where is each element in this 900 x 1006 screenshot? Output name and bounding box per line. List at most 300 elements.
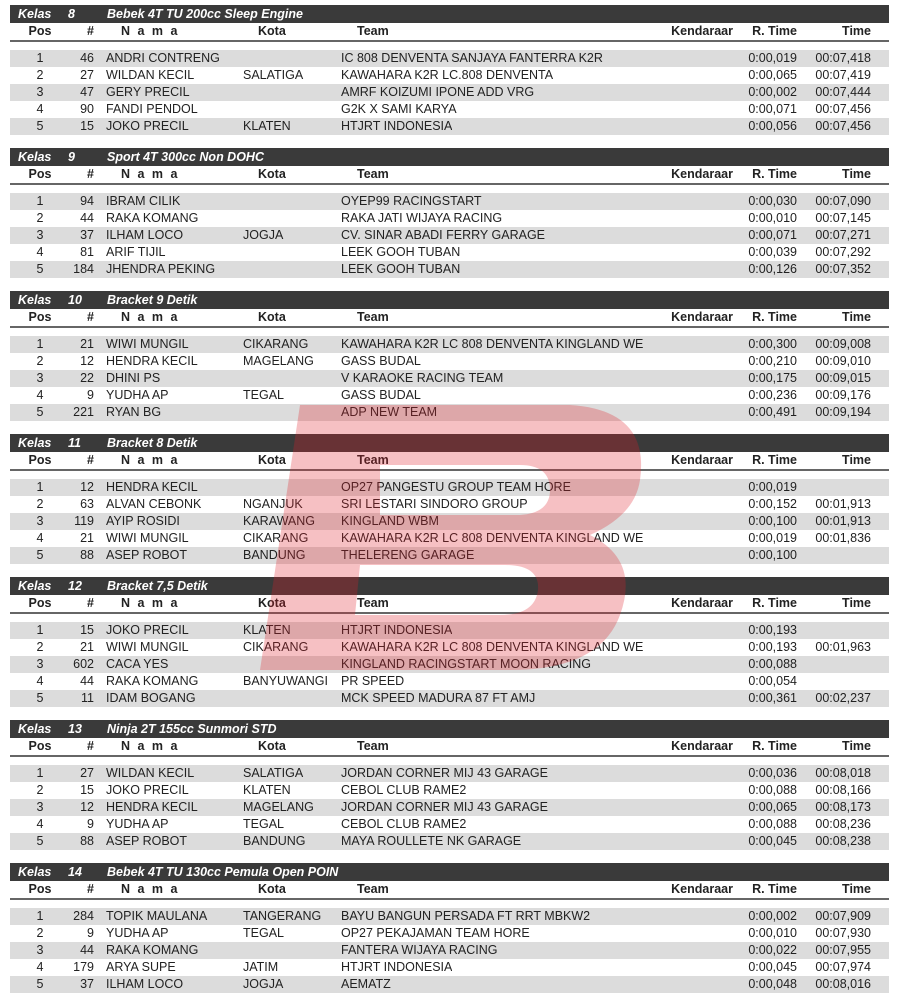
cell-pos: 3 <box>36 85 44 99</box>
table-row <box>10 765 889 782</box>
cell-pos: 4 <box>36 388 44 402</box>
cell-nama: ANDRI CONTRENG <box>106 51 220 65</box>
cell-nama: ARYA SUPE <box>106 960 176 974</box>
header-kota: Kota <box>258 882 286 896</box>
cell-pos: 2 <box>36 640 44 654</box>
header-time: Time <box>842 167 871 181</box>
cell-time: 00:08,016 <box>815 977 871 991</box>
cell-kota: JOGJA <box>243 228 284 242</box>
table-row <box>10 513 889 530</box>
header-num: # <box>87 310 94 324</box>
kelas-title-bar <box>10 5 889 23</box>
cell-time: 00:07,145 <box>815 211 871 225</box>
cell-kota: SALATIGA <box>243 68 304 82</box>
cell-rtime: 0:00,019 <box>748 51 797 65</box>
header-team: Team <box>357 310 389 324</box>
cell-pos: 3 <box>36 228 44 242</box>
cell-nama: HENDRA KECIL <box>106 480 198 494</box>
cell-nama: WIWI MUNGIL <box>106 640 189 654</box>
cell-num: 15 <box>80 623 94 637</box>
kelas-title: Bracket 9 Detik <box>107 293 198 307</box>
cell-team: G2K X SAMI KARYA <box>341 102 457 116</box>
cell-rtime: 0:00,048 <box>748 977 797 991</box>
header-time: Time <box>842 310 871 324</box>
cell-team: V KARAOKE RACING TEAM <box>341 371 504 385</box>
cell-team: JORDAN CORNER MIJ 43 GARAGE <box>341 800 548 814</box>
cell-kota: BANDUNG <box>243 834 306 848</box>
cell-pos: 3 <box>36 514 44 528</box>
table-row <box>10 118 889 135</box>
cell-time: 00:07,292 <box>815 245 871 259</box>
cell-rtime: 0:00,210 <box>748 354 797 368</box>
cell-team: GASS BUDAL <box>341 388 421 402</box>
cell-team: HTJRT INDONESIA <box>341 119 453 133</box>
cell-pos: 5 <box>36 405 44 419</box>
header-time: Time <box>842 453 871 467</box>
table-row <box>10 261 889 278</box>
table-row <box>10 799 889 816</box>
cell-time: 00:07,419 <box>815 68 871 82</box>
cell-nama: GERY PRECIL <box>106 85 190 99</box>
kelas-label: Kelas <box>18 7 52 21</box>
cell-pos: 4 <box>36 102 44 116</box>
header-kota: Kota <box>258 453 286 467</box>
cell-nama: RYAN BG <box>106 405 162 419</box>
table-row <box>10 353 889 370</box>
kelas-title: Bebek 4T TU 130cc Pemula Open POIN <box>107 865 339 879</box>
cell-time: 00:07,444 <box>815 85 871 99</box>
header-num: # <box>87 596 94 610</box>
cell-pos: 5 <box>36 262 44 276</box>
kelas-section <box>10 863 889 1006</box>
cell-time: 00:01,836 <box>815 531 871 545</box>
cell-rtime: 0:00,071 <box>748 102 797 116</box>
cell-num: 184 <box>73 262 94 276</box>
cell-rtime: 0:00,010 <box>748 211 797 225</box>
cell-pos: 1 <box>36 337 44 351</box>
cell-num: 21 <box>80 640 94 654</box>
cell-time: 00:08,173 <box>815 800 871 814</box>
cell-kota: CIKARANG <box>243 640 309 654</box>
cell-kota: KLATEN <box>243 623 291 637</box>
cell-num: 63 <box>80 497 94 511</box>
cell-kota: MAGELANG <box>243 800 314 814</box>
cell-num: 90 <box>80 102 94 116</box>
cell-team: CV. SINAR ABADI FERRY GARAGE <box>341 228 546 242</box>
results-table <box>10 765 889 850</box>
cell-time: 00:07,974 <box>815 960 871 974</box>
cell-num: 27 <box>80 766 94 780</box>
kelas-number: 10 <box>68 293 82 307</box>
cell-kota: KARAWANG <box>243 514 315 528</box>
header-time: Time <box>842 596 871 610</box>
header-kendaraan: Kendaraar <box>671 24 733 38</box>
table-row <box>10 833 889 850</box>
table-row <box>10 244 889 261</box>
table-row <box>10 387 889 404</box>
header-num: # <box>87 24 94 38</box>
cell-pos: 2 <box>36 68 44 82</box>
cell-rtime: 0:00,175 <box>748 371 797 385</box>
header-kota: Kota <box>258 24 286 38</box>
cell-nama: JHENDRA PEKING <box>106 262 216 276</box>
cell-team: LEEK GOOH TUBAN <box>341 262 461 276</box>
table-row <box>10 908 889 925</box>
cell-num: 15 <box>80 783 94 797</box>
cell-num: 44 <box>80 674 94 688</box>
cell-team: CEBOL CLUB RAME2 <box>341 817 467 831</box>
cell-pos: 5 <box>36 119 44 133</box>
results-table <box>10 479 889 564</box>
header-kendaraan: Kendaraar <box>671 310 733 324</box>
column-header-row <box>10 23 889 42</box>
table-row <box>10 101 889 118</box>
cell-time: 00:07,955 <box>815 943 871 957</box>
cell-pos: 3 <box>36 657 44 671</box>
cell-time: 00:08,236 <box>815 817 871 831</box>
cell-team: KAWAHARA K2R LC.808 DENVENTA <box>341 68 554 82</box>
cell-nama: WILDAN KECIL <box>106 766 195 780</box>
results-table <box>10 50 889 135</box>
cell-pos: 1 <box>36 51 44 65</box>
cell-rtime: 0:00,039 <box>748 245 797 259</box>
cell-rtime: 0:00,030 <box>748 194 797 208</box>
cell-team: RAKA JATI WIJAYA RACING <box>341 211 503 225</box>
header-time: Time <box>842 882 871 896</box>
cell-team: MAYA ROULLETE NK GARAGE <box>341 834 522 848</box>
kelas-section <box>10 5 889 148</box>
cell-pos: 2 <box>36 211 44 225</box>
cell-time: 00:07,090 <box>815 194 871 208</box>
cell-nama: DHINI PS <box>106 371 161 385</box>
table-row <box>10 227 889 244</box>
cell-rtime: 0:00,036 <box>748 766 797 780</box>
cell-num: 47 <box>80 85 94 99</box>
cell-rtime: 0:00,491 <box>748 405 797 419</box>
kelas-title-bar <box>10 434 889 452</box>
cell-kota: MAGELANG <box>243 354 314 368</box>
table-row <box>10 479 889 496</box>
kelas-section <box>10 577 889 720</box>
table-row <box>10 193 889 210</box>
cell-pos: 1 <box>36 623 44 637</box>
column-header-row <box>10 309 889 328</box>
kelas-title-bar <box>10 148 889 166</box>
cell-num: 21 <box>80 531 94 545</box>
cell-rtime: 0:00,002 <box>748 85 797 99</box>
cell-pos: 1 <box>36 909 44 923</box>
table-row <box>10 50 889 67</box>
cell-team: KINGLAND WBM <box>341 514 439 528</box>
cell-nama: RAKA KOMANG <box>106 674 199 688</box>
cell-nama: RAKA KOMANG <box>106 943 199 957</box>
cell-rtime: 0:00,100 <box>748 514 797 528</box>
column-header-row <box>10 166 889 185</box>
cell-nama: ILHAM LOCO <box>106 977 184 991</box>
cell-nama: WIWI MUNGIL <box>106 337 189 351</box>
cell-kota: TANGERANG <box>243 909 322 923</box>
cell-rtime: 0:00,019 <box>748 480 797 494</box>
cell-pos: 4 <box>36 531 44 545</box>
cell-rtime: 0:00,088 <box>748 783 797 797</box>
cell-rtime: 0:00,065 <box>748 800 797 814</box>
kelas-title-bar <box>10 291 889 309</box>
kelas-number: 13 <box>68 722 82 736</box>
table-row <box>10 67 889 84</box>
table-row <box>10 336 889 353</box>
table-row <box>10 976 889 993</box>
kelas-title: Bracket 7,5 Detik <box>107 579 208 593</box>
header-rtime: R. Time <box>752 167 797 181</box>
column-header-row <box>10 452 889 471</box>
table-row <box>10 656 889 673</box>
header-pos: Pos <box>28 167 52 181</box>
cell-time: 00:07,930 <box>815 926 871 940</box>
cell-kota: JATIM <box>243 960 279 974</box>
cell-rtime: 0:00,022 <box>748 943 797 957</box>
cell-team: KAWAHARA K2R LC 808 DENVENTA KINGLAND WE <box>341 531 644 545</box>
cell-rtime: 0:00,088 <box>748 657 797 671</box>
header-kendaraan: Kendaraar <box>671 739 733 753</box>
cell-rtime: 0:00,065 <box>748 68 797 82</box>
kelas-section <box>10 291 889 434</box>
cell-pos: 4 <box>36 960 44 974</box>
header-team: Team <box>357 453 389 467</box>
table-row <box>10 622 889 639</box>
cell-rtime: 0:00,071 <box>748 228 797 242</box>
cell-kota: TEGAL <box>243 388 284 402</box>
cell-pos: 2 <box>36 926 44 940</box>
cell-num: 37 <box>80 228 94 242</box>
column-header-row <box>10 595 889 614</box>
cell-team: BAYU BANGUN PERSADA FT RRT MBKW2 <box>341 909 591 923</box>
cell-rtime: 0:00,054 <box>748 674 797 688</box>
header-team: Team <box>357 24 389 38</box>
cell-nama: ASEP ROBOT <box>106 834 188 848</box>
cell-num: 37 <box>80 977 94 991</box>
cell-pos: 5 <box>36 691 44 705</box>
header-num: # <box>87 453 94 467</box>
cell-num: 44 <box>80 943 94 957</box>
cell-nama: CACA YES <box>106 657 169 671</box>
cell-team: OYEP99 RACINGSTART <box>341 194 482 208</box>
kelas-number: 11 <box>68 436 81 450</box>
cell-rtime: 0:00,019 <box>748 531 797 545</box>
table-row <box>10 782 889 799</box>
cell-rtime: 0:00,236 <box>748 388 797 402</box>
cell-time: 00:07,456 <box>815 102 871 116</box>
cell-team: OP27 PEKAJAMAN TEAM HORE <box>341 926 530 940</box>
cell-team: HTJRT INDONESIA <box>341 960 453 974</box>
cell-kota: BANDUNG <box>243 548 306 562</box>
cell-pos: 2 <box>36 354 44 368</box>
cell-team: ADP NEW TEAM <box>341 405 438 419</box>
results-table <box>10 908 889 993</box>
cell-kota: CIKARANG <box>243 531 309 545</box>
kelas-label: Kelas <box>18 722 52 736</box>
cell-time: 00:01,913 <box>815 497 871 511</box>
cell-rtime: 0:00,045 <box>748 960 797 974</box>
cell-nama: JOKO PRECIL <box>106 119 189 133</box>
kelas-label: Kelas <box>18 436 52 450</box>
cell-nama: WIWI MUNGIL <box>106 531 189 545</box>
header-team: Team <box>357 167 389 181</box>
cell-nama: TOPIK MAULANA <box>106 909 208 923</box>
cell-num: 602 <box>73 657 94 671</box>
header-kota: Kota <box>258 310 286 324</box>
table-row <box>10 942 889 959</box>
kelas-title: Sport 4T 300cc Non DOHC <box>107 150 264 164</box>
table-row <box>10 925 889 942</box>
table-row <box>10 496 889 513</box>
cell-pos: 3 <box>36 800 44 814</box>
cell-kota: TEGAL <box>243 817 284 831</box>
kelas-title-bar <box>10 720 889 738</box>
header-nama: N a m a <box>121 453 180 467</box>
header-rtime: R. Time <box>752 453 797 467</box>
header-kota: Kota <box>258 596 286 610</box>
cell-team: KAWAHARA K2R LC 808 DENVENTA KINGLAND WE <box>341 337 644 351</box>
header-kendaraan: Kendaraar <box>671 596 733 610</box>
cell-num: 22 <box>80 371 94 385</box>
kelas-label: Kelas <box>18 293 52 307</box>
header-team: Team <box>357 882 389 896</box>
cell-time: 00:08,238 <box>815 834 871 848</box>
cell-rtime: 0:00,361 <box>748 691 797 705</box>
cell-time: 00:09,194 <box>815 405 871 419</box>
cell-pos: 5 <box>36 548 44 562</box>
cell-time: 00:07,352 <box>815 262 871 276</box>
cell-num: 11 <box>81 691 94 705</box>
cell-nama: AYIP ROSIDI <box>106 514 180 528</box>
cell-num: 12 <box>80 800 94 814</box>
header-num: # <box>87 167 94 181</box>
header-nama: N a m a <box>121 310 180 324</box>
table-row <box>10 690 889 707</box>
header-rtime: R. Time <box>752 24 797 38</box>
cell-num: 179 <box>73 960 94 974</box>
cell-nama: WILDAN KECIL <box>106 68 195 82</box>
kelas-section <box>10 434 889 577</box>
cell-num: 12 <box>80 480 94 494</box>
cell-time: 00:08,018 <box>815 766 871 780</box>
cell-team: THELERENG GARAGE <box>341 548 475 562</box>
cell-pos: 4 <box>36 245 44 259</box>
cell-num: 44 <box>80 211 94 225</box>
table-row <box>10 816 889 833</box>
cell-team: IC 808 DENVENTA SANJAYA FANTERRA K2R <box>341 51 603 65</box>
cell-pos: 4 <box>36 674 44 688</box>
kelas-title: Ninja 2T 155cc Sunmori STD <box>107 722 277 736</box>
header-kota: Kota <box>258 739 286 753</box>
header-pos: Pos <box>28 310 52 324</box>
kelas-number: 12 <box>68 579 82 593</box>
header-team: Team <box>357 596 389 610</box>
kelas-number: 8 <box>68 7 75 21</box>
cell-nama: JOKO PRECIL <box>106 623 189 637</box>
cell-num: 27 <box>80 68 94 82</box>
header-rtime: R. Time <box>752 596 797 610</box>
cell-kota: KLATEN <box>243 783 291 797</box>
cell-time: 00:09,176 <box>815 388 871 402</box>
cell-kota: SALATIGA <box>243 766 304 780</box>
cell-nama: ILHAM LOCO <box>106 228 184 242</box>
cell-num: 12 <box>80 354 94 368</box>
cell-nama: HENDRA KECIL <box>106 800 198 814</box>
cell-pos: 4 <box>36 817 44 831</box>
cell-pos: 3 <box>36 371 44 385</box>
header-team: Team <box>357 739 389 753</box>
cell-kota: CIKARANG <box>243 337 309 351</box>
cell-pos: 2 <box>36 783 44 797</box>
cell-rtime: 0:00,056 <box>748 119 797 133</box>
header-time: Time <box>842 24 871 38</box>
results-table <box>10 622 889 707</box>
header-pos: Pos <box>28 739 52 753</box>
cell-nama: FANDI PENDOL <box>106 102 198 116</box>
cell-num: 9 <box>87 926 94 940</box>
cell-num: 94 <box>80 194 94 208</box>
cell-kota: NGANJUK <box>243 497 303 511</box>
cell-time: 00:07,418 <box>815 51 871 65</box>
cell-nama: IBRAM CILIK <box>106 194 181 208</box>
cell-pos: 5 <box>36 834 44 848</box>
cell-num: 15 <box>80 119 94 133</box>
kelas-label: Kelas <box>18 579 52 593</box>
header-num: # <box>87 739 94 753</box>
header-pos: Pos <box>28 596 52 610</box>
cell-kota: BANYUWANGI <box>243 674 328 688</box>
kelas-number: 9 <box>68 150 75 164</box>
kelas-section <box>10 720 889 863</box>
column-header-row <box>10 881 889 900</box>
cell-rtime: 0:00,193 <box>748 640 797 654</box>
header-time: Time <box>842 739 871 753</box>
header-num: # <box>87 882 94 896</box>
cell-nama: IDAM BOGANG <box>106 691 196 705</box>
cell-rtime: 0:00,045 <box>748 834 797 848</box>
table-row <box>10 639 889 656</box>
cell-nama: JOKO PRECIL <box>106 783 189 797</box>
cell-team: SRI LESTARI SINDORO GROUP <box>341 497 528 511</box>
cell-rtime: 0:00,010 <box>748 926 797 940</box>
cell-kota: TEGAL <box>243 926 284 940</box>
cell-team: KINGLAND RACINGSTART MOON RACING <box>341 657 592 671</box>
table-row <box>10 404 889 421</box>
cell-time: 00:09,010 <box>815 354 871 368</box>
cell-time: 00:09,015 <box>815 371 871 385</box>
cell-pos: 3 <box>36 943 44 957</box>
cell-nama: ASEP ROBOT <box>106 548 188 562</box>
cell-nama: ALVAN CEBONK <box>106 497 202 511</box>
cell-team: OP27 PANGESTU GROUP TEAM HORE <box>341 480 571 494</box>
cell-team: CEBOL CLUB RAME2 <box>341 783 467 797</box>
header-kendaraan: Kendaraar <box>671 167 733 181</box>
table-row <box>10 84 889 101</box>
column-header-row <box>10 738 889 757</box>
cell-team: MCK SPEED MADURA 87 FT AMJ <box>341 691 536 705</box>
cell-team: KAWAHARA K2R LC 808 DENVENTA KINGLAND WE <box>341 640 644 654</box>
table-row <box>10 210 889 227</box>
cell-team: LEEK GOOH TUBAN <box>341 245 461 259</box>
cell-team: AMRF KOIZUMI IPONE ADD VRG <box>341 85 535 99</box>
cell-nama: HENDRA KECIL <box>106 354 198 368</box>
table-row <box>10 547 889 564</box>
table-row <box>10 370 889 387</box>
cell-rtime: 0:00,088 <box>748 817 797 831</box>
cell-pos: 1 <box>36 766 44 780</box>
header-nama: N a m a <box>121 882 180 896</box>
